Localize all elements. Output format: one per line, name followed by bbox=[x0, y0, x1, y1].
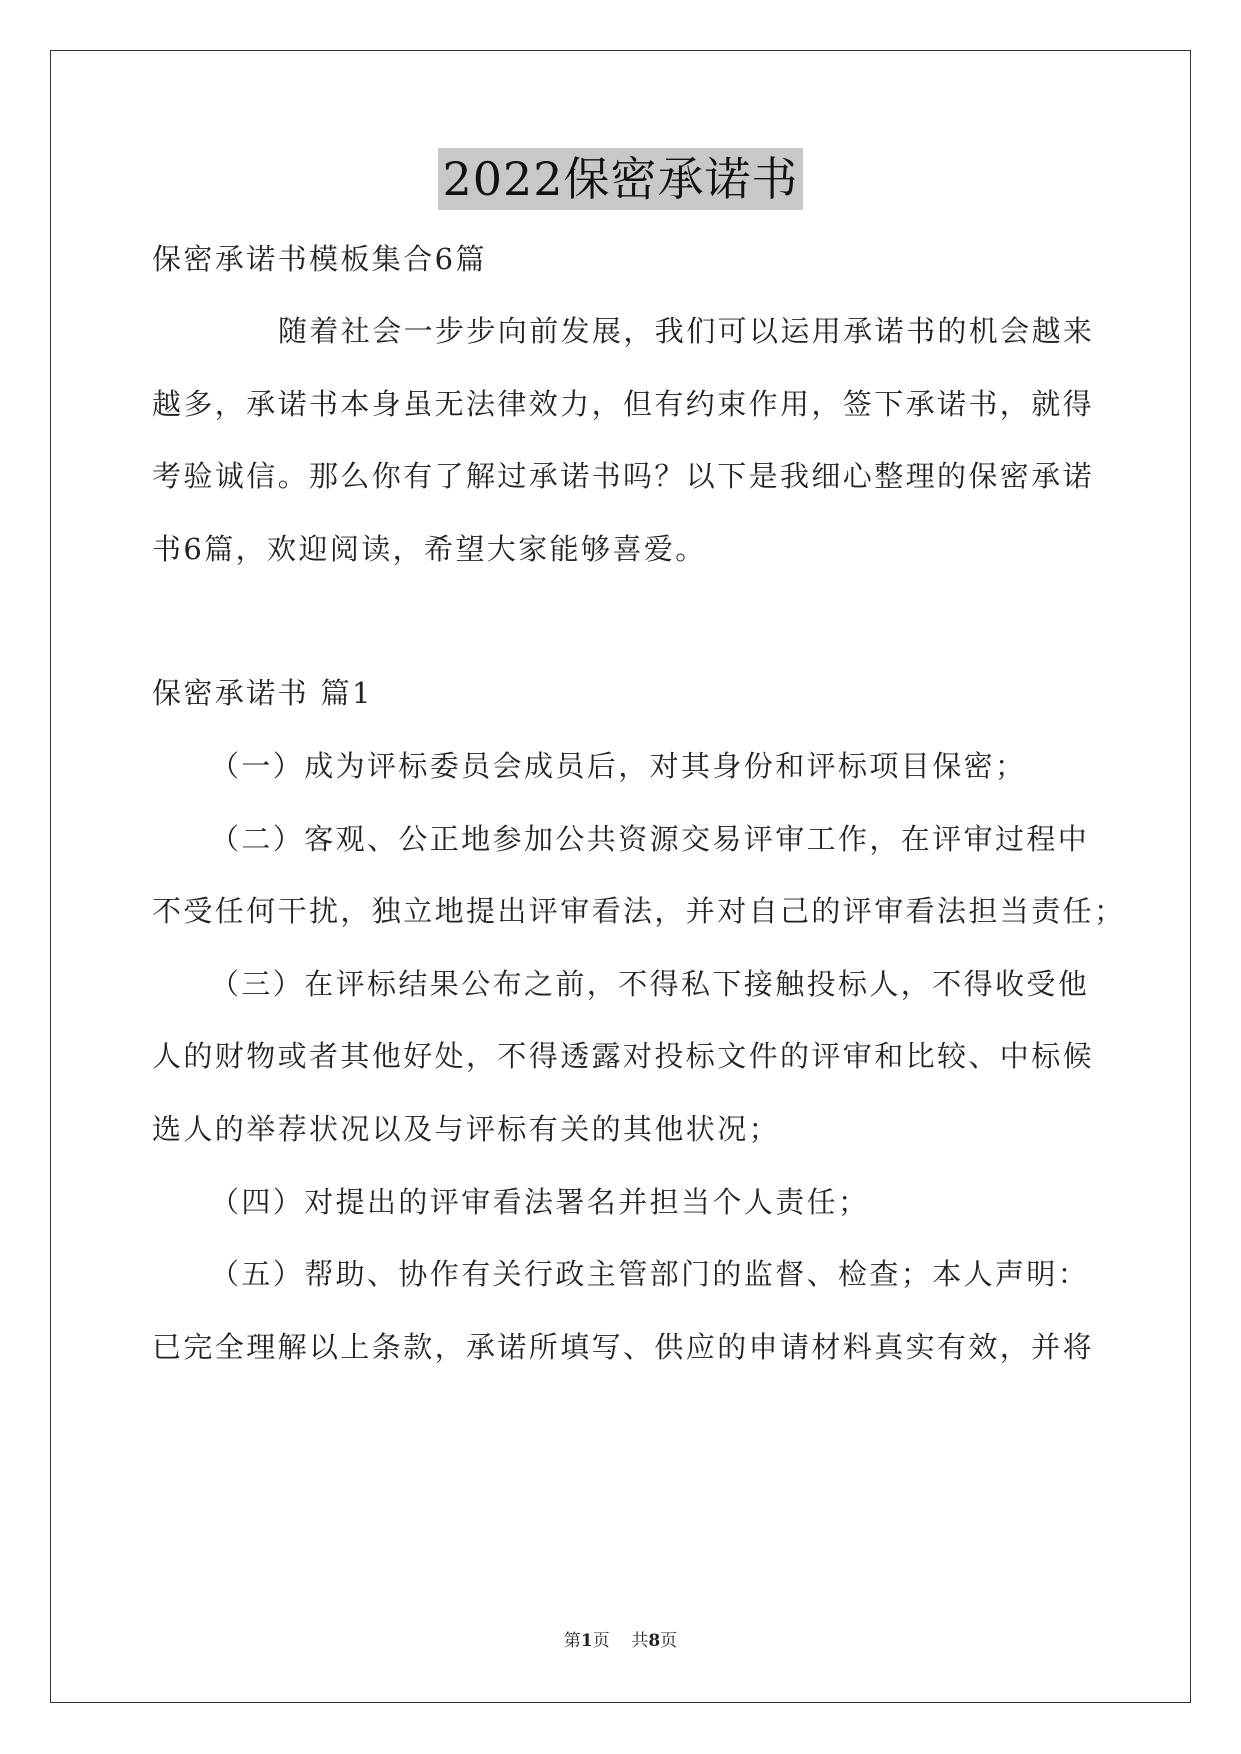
body-line: （二）客观、公正地参加公共资源交易评审工作，在评审过程中 bbox=[210, 822, 1090, 856]
body-line: 已完全理解以上条款，承诺所填写、供应的申请材料真实有效，并将 bbox=[152, 1330, 1095, 1364]
body-line: （四）对提出的评审看法署名并担当个人责任； bbox=[210, 1185, 870, 1219]
section-heading: 保密承诺书 篇1 bbox=[152, 676, 373, 710]
body-line: 选人的举荐状况以及与评标有关的其他状况； bbox=[152, 1112, 781, 1146]
page-footer bbox=[0, 1626, 1241, 1651]
intro-line: 考验诚信。那么你有了解过承诺书吗？以下是我细心整理的保密承诺 bbox=[152, 459, 1095, 493]
body-line: （一）成为评标委员会成员后，对其身份和评标项目保密； bbox=[210, 749, 1027, 783]
body-line: 人的财物或者其他好处，不得透露对投标文件的评审和比较、中标候 bbox=[152, 1039, 1095, 1073]
body-line: 不受任何干扰，独立地提出评审看法，并对自己的评审看法担当责任； bbox=[152, 894, 1126, 928]
document-title: 2022保密承诺书 bbox=[438, 148, 802, 210]
footer-total-pages: 8 bbox=[648, 1631, 661, 1651]
footer-page-number: 1 bbox=[580, 1631, 593, 1651]
footer-total-prefix: 共 bbox=[631, 1631, 649, 1651]
footer-page-suffix: 页 bbox=[592, 1631, 610, 1651]
title-container bbox=[0, 148, 1241, 210]
intro-line: 书6篇，欢迎阅读，希望大家能够喜爱。 bbox=[152, 532, 707, 566]
intro-line: 越多，承诺书本身虽无法律效力，但有约束作用，签下承诺书，就得 bbox=[152, 387, 1095, 421]
document-subtitle: 保密承诺书模板集合6篇 bbox=[152, 242, 487, 276]
footer-prefix: 第 bbox=[563, 1631, 581, 1651]
footer-total-suffix: 页 bbox=[660, 1631, 678, 1651]
intro-line: 随着社会一步步向前发展，我们可以运用承诺书的机会越来 bbox=[278, 314, 1095, 348]
body-line: （三）在评标结果公布之前，不得私下接触投标人，不得收受他 bbox=[210, 967, 1090, 1001]
page-border bbox=[50, 50, 1191, 1703]
body-line: （五）帮助、协作有关行政主管部门的监督、检查；本人声明： bbox=[210, 1257, 1090, 1291]
